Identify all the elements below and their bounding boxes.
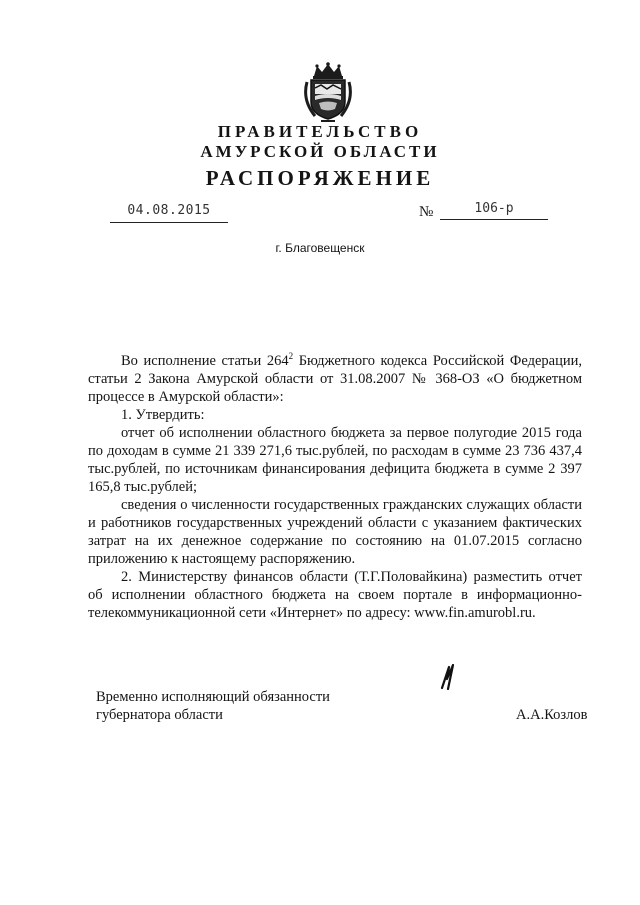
decree-number: 106-р [474, 201, 514, 216]
amur-oblast-coat-of-arms-icon [301, 62, 355, 122]
date-underline [110, 222, 228, 223]
budget-report-paragraph: отчет об исполнении областного бюджета за первое полугодие 2015 года по доходам в сумме 21 339 271,6 тыс.рублей, по расходам в сумме 23 736 437,4 тыс.рублей, по источникам финансирования дефицита бюджета в сумме 2 397 165,8 тыс.рублей; [88, 425, 582, 495]
signatory-name: А.А.Козлов [516, 707, 588, 723]
number-sign: № [419, 204, 434, 220]
region-title: АМУРСКОЙ ОБЛАСТИ [200, 142, 440, 161]
number-underline [440, 219, 548, 220]
document-type-title: РАСПОРЯЖЕНИЕ [205, 166, 435, 190]
handwritten-signature [436, 664, 458, 690]
signatory-position: Временно исполняющий обязанности губернатора области [96, 689, 330, 723]
staff-info-paragraph: сведения о численности государственных гражданских служащих области и работников государственных учреждений области с указанием фактических затрат на их денежное содержание по состоянию на 01.07.2015 согласно приложению к настоящему распоряжению. [88, 497, 582, 567]
city-label: г. Благовещенск [275, 241, 365, 255]
decree-body [88, 352, 582, 622]
item-2-paragraph: 2. Министерству финансов области (Т.Г.Половайкина) разместить отчет об исполнении областного бюджета на своем портале в информационно-телекоммуникационной сети «Интернет» по адресу: www.fin.amurobl.ru. [88, 569, 582, 621]
decree-date: 04.08.2015 [127, 203, 211, 218]
government-title: ПРАВИТЕЛЬСТВО [217, 122, 423, 141]
article-superscript: 2 [288, 351, 294, 361]
item-1-heading: 1. Утвердить: [121, 407, 205, 423]
preamble-paragraph: Во исполнение статьи $264^2$ Бюджетного кодекса Российской Федерации, статьи 2 Закона Амурской области от 31.08.2007 № 368-ОЗ «О бюджетном процессе в Амурской области»: [88, 351, 582, 405]
